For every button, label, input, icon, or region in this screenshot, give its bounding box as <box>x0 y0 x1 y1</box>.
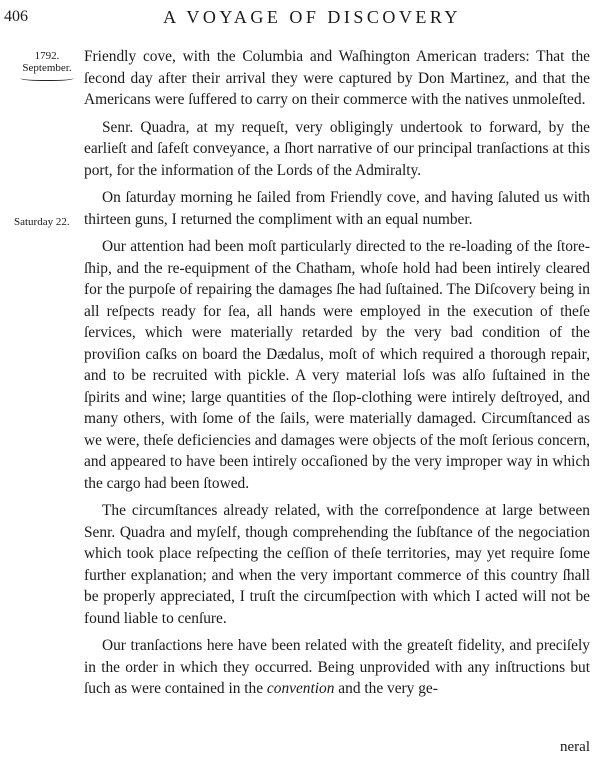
text-body <box>84 46 590 706</box>
text-run: Our tranſactions here have been related with the greateſt fidelity, and preciſely in the order in which they occurred. Being unprovided with any inſtructions but ſuch as were contained in the <box>84 637 590 697</box>
italic-word: convention <box>266 680 335 697</box>
margin-month: September. <box>22 62 72 74</box>
catchword: neral <box>560 739 590 755</box>
margin-brace <box>20 74 74 81</box>
paragraph-last <box>84 635 590 700</box>
text-run: and the very ge- <box>334 680 438 697</box>
page-number: 406 <box>4 8 28 25</box>
running-head: A VOYAGE OF DISCOVERY <box>163 7 461 27</box>
paragraph: The circumſtances already related, with the correſpondence at large between Senr. Quadra and myſelf, though comprehending the ſubſtance of the negociation which took place reſpecting the ceſſion of theſe territories, may yet require ſome further explanation; and when the very important commerce of this country ſhall be properly appreciated, I truſt the circumſpection with which I acted will not be found liable to cenſure. <box>84 502 590 627</box>
paragraph: Our attention had been moſt particularly directed to the re-loading of the ſtore-ſhip, and the re-equipment of the Chatham, whoſe hold had been intirely cleared for the purpoſe of repairing the damages ſhe had ſuſtained. The Diſcovery being in all reſpects ready for ſea, all hands were employed in the execution of theſe ſervices, which were materially retarded by the very bad condition of the proviſion caſks on board the Dædalus, moſt of which required a thorough repair, and to be recruited with pickle. A very material loſs was alſo ſuſtained in the ſpirits and wine; large quantities of the ſlop-clothing were intirely deſtroyed, and many others, with ſome of the ſails, were materially damaged. Circumſtanced as we were, theſe deficiencies and damages were objects of the moſt ſerious concern, and appeared to have been intirely occaſioned by the very improper way in which the cargo had been ſtowed. <box>84 238 590 492</box>
margin-year: 1792. <box>34 50 60 62</box>
paragraph: Friendly cove, with the Columbia and Waſhington American traders: That the ſecond day after their arrival they were captured by Don Martinez, and that the Americans were ſuffered to carry on their commerce with the natives unmoleſted. <box>84 48 590 108</box>
paragraph: Senr. Quadra, at my requeſt, very obligingly undertook to forward, by the earlieſt and ſafeſt conveyance, a ſhort narrative of our principal tranſactions at this port, for the information of the Lords of the Admiralty. <box>84 118 590 179</box>
paragraph: On ſaturday morning he ſailed from Friendly cove, and having ſaluted us with thirteen guns, I returned the compliment with an equal number. <box>84 189 590 228</box>
margin-date <box>14 50 80 81</box>
margin-day: Saturday 22. <box>14 216 70 228</box>
